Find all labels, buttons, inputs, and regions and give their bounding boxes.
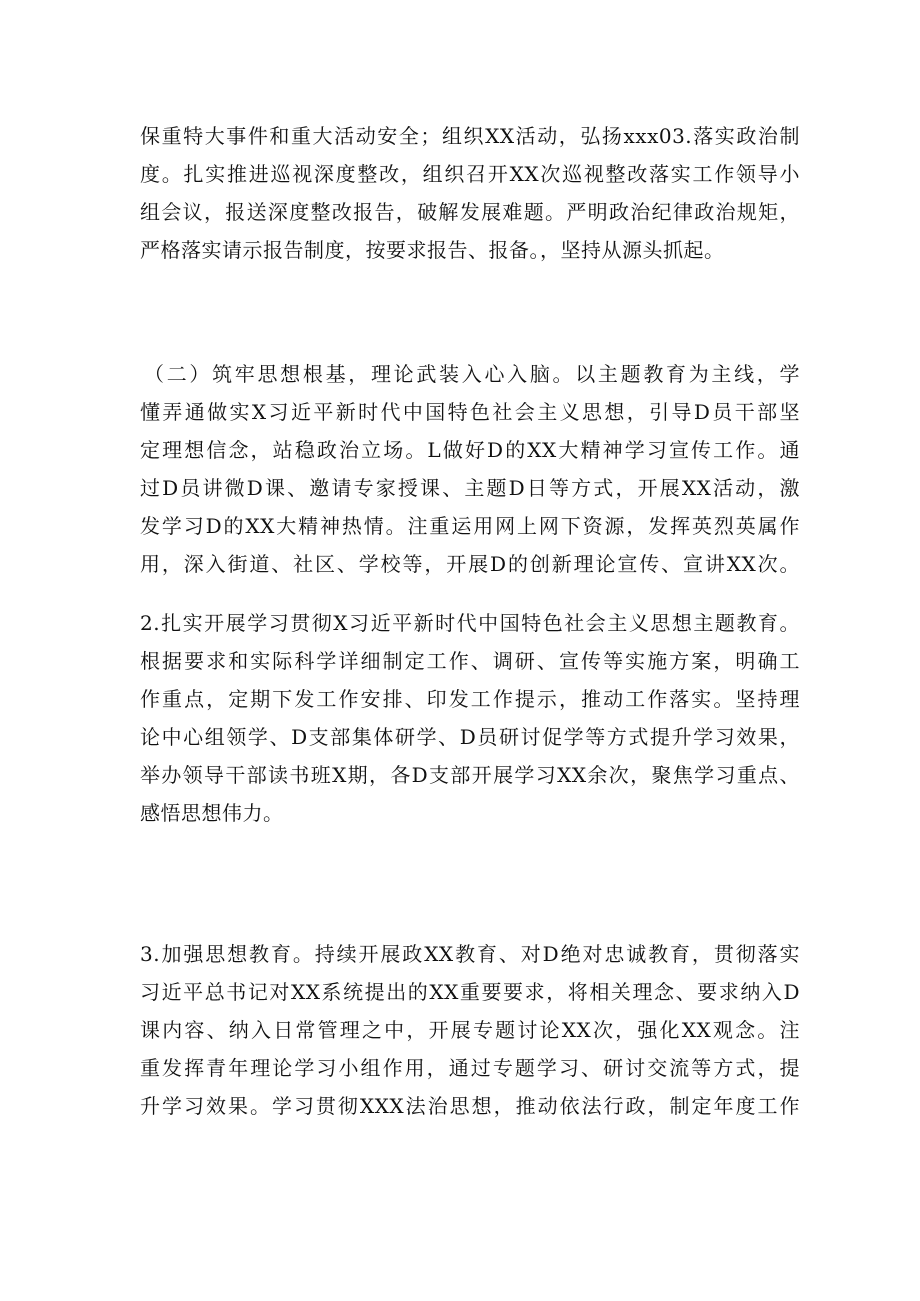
text-line: 升学习效果。学习贯彻XXX法治思想，推动依法行政，制定年度工作 [140, 1094, 800, 1118]
text-line: 2.扎实开展学习贯彻X习近平新时代中国特色社会主义思想主题教育。 [140, 611, 800, 635]
text-line: 举办领导干部读书班X期，各D支部开展学习XX余次，聚焦学习重点、 [140, 763, 800, 787]
paragraph-political-system [140, 117, 800, 269]
text-line: 重发挥青年理论学习小组作用，通过专题学习、研讨交流等方式，提 [140, 1056, 800, 1080]
text-line: 感悟思想伟力。 [140, 801, 284, 825]
text-line: 用，深入街道、社区、学校等，开展D的创新理论宣传、宣讲XX次。 [140, 552, 800, 576]
text-line: 3.加强思想教育。持续开展政XX教育、对D绝对忠诚教育，贯彻落实 [140, 942, 800, 966]
paragraph-ideological-foundation [140, 355, 800, 583]
text-line: 发学习D的XX大精神热情。注重运用网上网下资源，发挥英烈英属作 [140, 514, 800, 538]
text-line: 作重点，定期下发工作安排、印发工作提示，推动工作落实。坚持理 [140, 687, 800, 711]
text-line: （二）筑牢思想根基，理论武装入心入脑。以主题教育为主线，学 [144, 362, 800, 386]
text-line: 根据要求和实际科学详细制定工作、调研、宣传等实施方案，明确工 [140, 649, 800, 673]
text-line: 懂弄通做实X习近平新时代中国特色社会主义思想，引导D员干部坚 [140, 400, 800, 424]
text-line: 论中心组领学、D支部集体研学、D员研讨促学等方式提升学习效果， [140, 725, 800, 749]
text-line: 过D员讲微D课、邀请专家授课、主题D日等方式，开展XX活动，激 [140, 476, 800, 500]
text-line: 度。扎实推进巡视深度整改，组织召开XX次巡视整改落实工作领导小 [140, 162, 800, 186]
paragraph-theme-education [140, 604, 800, 832]
text-line: 保重特大事件和重大活动安全；组织XX活动，弘扬xxx03.落实政治制 [140, 124, 800, 148]
text-line: 定理想信念，站稳政治立场。L做好D的XX大精神学习宣传工作。通 [140, 438, 800, 462]
text-line: 组会议，报送深度整改报告，破解发展难题。严明政治纪律政治规矩， [140, 200, 800, 224]
text-line: 严格落实请示报告制度，按要求报告、报备。，坚持从源头抓起。 [140, 238, 725, 262]
paragraph-ideological-education [140, 935, 800, 1125]
text-line: 课内容、纳入日常管理之中，开展专题讨论XX次，强化XX观念。注 [140, 1018, 800, 1042]
text-line: 习近平总书记对XX系统提出的XX重要要求，将相关理念、要求纳入D [140, 980, 800, 1004]
